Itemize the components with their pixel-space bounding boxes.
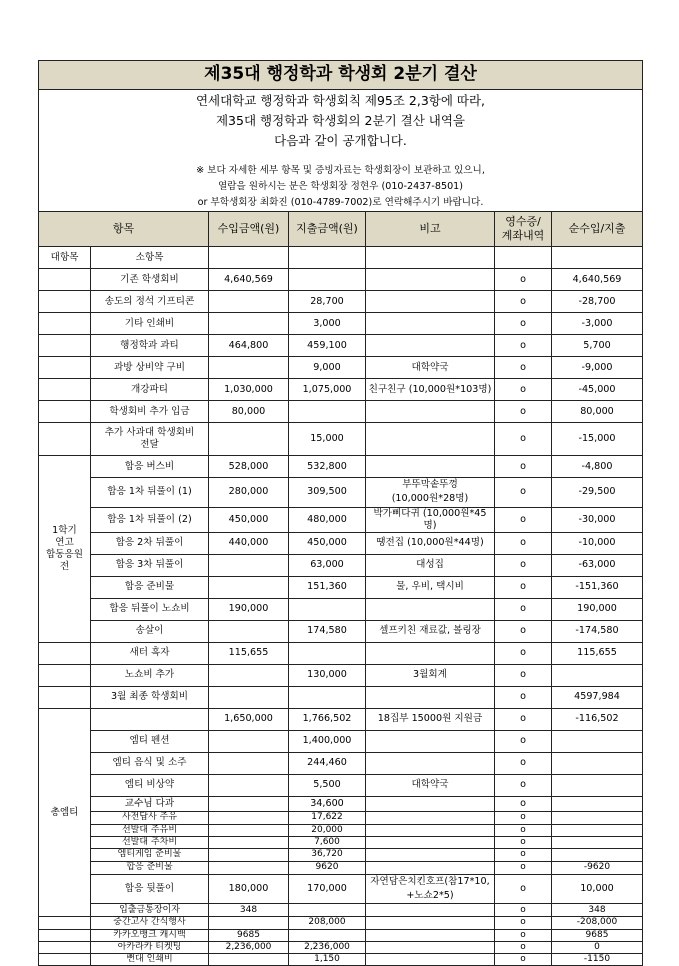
row-net: -15,000: [552, 423, 643, 456]
row-expense: 1,150: [289, 954, 366, 966]
table-row: [39, 507, 643, 532]
row-net: -28,700: [552, 291, 643, 313]
row-expense: [289, 401, 366, 423]
row-net: -116,502: [552, 708, 643, 730]
row-receipt: o: [495, 686, 552, 708]
row-net: [552, 824, 643, 836]
row-receipt: o: [495, 774, 552, 796]
row-income: [209, 576, 289, 598]
row-net: 115,655: [552, 642, 643, 664]
table-row: [39, 752, 643, 774]
table-row: [39, 874, 643, 904]
row-category: 아카라카 티켓팅: [91, 941, 209, 953]
row-note: [366, 335, 495, 357]
row-net: 190,000: [552, 598, 643, 620]
row-category: 엠티 음식 및 소주: [91, 752, 209, 774]
row-category: [91, 708, 209, 730]
table-row: [39, 478, 643, 508]
row-expense: 208,000: [289, 917, 366, 929]
row-receipt: o: [495, 401, 552, 423]
row-net: 10,000: [552, 874, 643, 904]
row-receipt: o: [495, 917, 552, 929]
row-expense: 1,075,000: [289, 379, 366, 401]
row-receipt: o: [495, 874, 552, 904]
row-receipt: o: [495, 954, 552, 966]
row-expense: 130,000: [289, 664, 366, 686]
intro-note-line: ※ 보다 자세한 세부 항목 및 증빙자료는 학생회장이 보관하고 있으니,: [196, 165, 485, 176]
row-note: [366, 917, 495, 929]
row-category: 합응 2차 뒤풀이: [91, 532, 209, 554]
table-row: [39, 917, 643, 929]
row-net: -29,500: [552, 478, 643, 508]
row-income: 115,655: [209, 642, 289, 664]
row-note: [366, 941, 495, 953]
row-income: [209, 291, 289, 313]
row-receipt: o: [495, 269, 552, 291]
row-major: [39, 291, 91, 313]
row-major: [39, 941, 91, 953]
row-note: 물, 우비, 택시비: [366, 576, 495, 598]
row-expense: 480,000: [289, 507, 366, 532]
row-net: [552, 730, 643, 752]
row-major: [39, 357, 91, 379]
table-header: [39, 212, 643, 247]
row-category: 뻔대 인쇄비: [91, 954, 209, 966]
row-receipt: o: [495, 379, 552, 401]
row-income: [209, 357, 289, 379]
row-expense: 7,600: [289, 837, 366, 849]
row-net: 9685: [552, 929, 643, 941]
table-row: [39, 929, 643, 941]
table-row: [39, 824, 643, 836]
header-item: 항목: [39, 212, 209, 247]
row-receipt: o: [495, 423, 552, 456]
row-category: 엠티 비상약: [91, 774, 209, 796]
row-expense: 170,000: [289, 874, 366, 904]
row-expense: [289, 598, 366, 620]
table-row: [39, 708, 643, 730]
table-row: [39, 642, 643, 664]
table-row: [39, 401, 643, 423]
row-net: -151,360: [552, 576, 643, 598]
row-note: [366, 423, 495, 456]
row-income: [209, 554, 289, 576]
row-major: [39, 401, 91, 423]
row-note: [366, 837, 495, 849]
row-income: 190,000: [209, 598, 289, 620]
table-row: [39, 686, 643, 708]
row-income: 464,800: [209, 335, 289, 357]
row-receipt: o: [495, 929, 552, 941]
group-label: 총엠티: [39, 708, 91, 917]
table-row: [39, 904, 643, 917]
row-expense: [289, 929, 366, 941]
header-net: 순수입/지출: [552, 212, 643, 247]
row-receipt: o: [495, 357, 552, 379]
row-receipt: o: [495, 941, 552, 953]
row-income: 450,000: [209, 507, 289, 532]
settlement-table: [38, 60, 643, 966]
row-major: [39, 423, 91, 456]
table-row: [39, 313, 643, 335]
row-major: [39, 686, 91, 708]
row-category: 선발대 주유비: [91, 824, 209, 836]
row-receipt: o: [495, 861, 552, 874]
table-row: [39, 423, 643, 456]
row-expense: [289, 269, 366, 291]
row-major: [39, 335, 91, 357]
table-row: [39, 598, 643, 620]
row-expense: [289, 642, 366, 664]
row-income: [209, 849, 289, 861]
row-expense: 2,236,000: [289, 941, 366, 953]
row-receipt: o: [495, 824, 552, 836]
row-category: 합응 뒤풀이 노쇼비: [91, 598, 209, 620]
header-income: 수입금액(원): [209, 212, 289, 247]
row-category: 기타 인쇄비: [91, 313, 209, 335]
row-note: 3월회계: [366, 664, 495, 686]
row-income: [209, 861, 289, 874]
row-note: [366, 861, 495, 874]
table-row: [39, 554, 643, 576]
row-expense: 3,000: [289, 313, 366, 335]
row-income: 2,236,000: [209, 941, 289, 953]
row-category: 합응 3차 뒤풀이: [91, 554, 209, 576]
row-income: 1,650,000: [209, 708, 289, 730]
row-net: [552, 774, 643, 796]
table-row: [39, 774, 643, 796]
row-net: 5,700: [552, 335, 643, 357]
intro-line: 제35대 행정학과 학생회의 2분기 결산 내역을: [215, 113, 465, 128]
row-net: -208,000: [552, 917, 643, 929]
row-income: [209, 774, 289, 796]
row-income: [209, 686, 289, 708]
row-income: [209, 664, 289, 686]
row-expense: 20,000: [289, 824, 366, 836]
row-major: [39, 269, 91, 291]
header-note: 비고: [366, 212, 495, 247]
row-receipt: o: [495, 598, 552, 620]
row-expense: 9,000: [289, 357, 366, 379]
row-category: 합응 1차 뒤풀이 (1): [91, 478, 209, 508]
row-category: 송도의 정석 기프티콘: [91, 291, 209, 313]
intro-line: 다음과 같이 공개합니다.: [274, 133, 407, 148]
row-category: 엠티 펜션: [91, 730, 209, 752]
row-net: -10,000: [552, 532, 643, 554]
row-expense: 151,360: [289, 576, 366, 598]
table-row: [39, 291, 643, 313]
row-income: 440,000: [209, 532, 289, 554]
row-net: -174,580: [552, 620, 643, 642]
row-income: 80,000: [209, 401, 289, 423]
row-receipt: o: [495, 532, 552, 554]
row-note: [366, 269, 495, 291]
row-receipt: o: [495, 478, 552, 508]
row-category: 입출금통장이자: [91, 904, 209, 917]
row-note: 셀프키친 재료값, 볼링장: [366, 620, 495, 642]
row-net: [552, 837, 643, 849]
row-expense: 36,720: [289, 849, 366, 861]
row-category: 합응 버스비: [91, 456, 209, 478]
row-category: 합응 준비물: [91, 861, 209, 874]
row-expense: 1,766,502: [289, 708, 366, 730]
row-category: 합응 뒷풀이: [91, 874, 209, 904]
group-label: 1학기 연고 합동응원 전: [39, 456, 91, 643]
row-note: 부뚜막솥뚜껑 (10,000원*28명): [366, 478, 495, 508]
header-expense: 지출금액(원): [289, 212, 366, 247]
row-note: [366, 824, 495, 836]
row-expense: 244,460: [289, 752, 366, 774]
row-note: [366, 401, 495, 423]
row-expense: 15,000: [289, 423, 366, 456]
row-note: 18집부 15000원 지원금: [366, 708, 495, 730]
table-row: [39, 849, 643, 861]
page-title: 제35대 행정학과 학생회 2분기 결산: [39, 61, 643, 90]
row-expense: 17,622: [289, 811, 366, 824]
row-receipt: o: [495, 730, 552, 752]
row-major: [39, 917, 91, 929]
intro-note-line: 열람을 원하시는 분은 학생회장 정현우 (010-2437-8501): [217, 181, 464, 192]
row-category: 개강파티: [91, 379, 209, 401]
row-category: 엠티게임 준비물: [91, 849, 209, 861]
row-net: -30,000: [552, 507, 643, 532]
row-receipt: o: [495, 576, 552, 598]
row-net: -45,000: [552, 379, 643, 401]
row-expense: 532,800: [289, 456, 366, 478]
row-receipt: o: [495, 837, 552, 849]
row-expense: 309,500: [289, 478, 366, 508]
row-receipt: o: [495, 313, 552, 335]
row-net: 4597,984: [552, 686, 643, 708]
row-category: 중간고사 간식행사: [91, 917, 209, 929]
row-note: [366, 929, 495, 941]
header-receipt: 영수증/ 계좌내역: [495, 212, 552, 247]
row-receipt: o: [495, 811, 552, 824]
row-category: 3월 최종 학생회비: [91, 686, 209, 708]
row-expense: 459,100: [289, 335, 366, 357]
table-row: [39, 357, 643, 379]
table-row: [39, 456, 643, 478]
row-income: [209, 824, 289, 836]
row-net: -63,000: [552, 554, 643, 576]
row-note: 대학약국: [366, 774, 495, 796]
table-row: [39, 576, 643, 598]
row-note: 박가삐다귀 (10,000원*45명): [366, 507, 495, 532]
row-note: 친구친구 (10,000원*103명): [366, 379, 495, 401]
row-note: [366, 752, 495, 774]
row-net: [552, 811, 643, 824]
row-receipt: o: [495, 291, 552, 313]
table-row: [39, 269, 643, 291]
row-income: 9685: [209, 929, 289, 941]
row-major: [39, 664, 91, 686]
row-net: 4,640,569: [552, 269, 643, 291]
row-income: [209, 423, 289, 456]
row-note: [366, 849, 495, 861]
row-income: 280,000: [209, 478, 289, 508]
row-net: -1150: [552, 954, 643, 966]
table-row: [39, 379, 643, 401]
row-expense: 1,400,000: [289, 730, 366, 752]
row-income: [209, 837, 289, 849]
row-note: [366, 456, 495, 478]
row-expense: 34,600: [289, 796, 366, 811]
row-income: 348: [209, 904, 289, 917]
row-income: [209, 811, 289, 824]
row-note: 대성집: [366, 554, 495, 576]
table-row: [39, 941, 643, 953]
table-row: [39, 796, 643, 811]
row-net: -3,000: [552, 313, 643, 335]
table-row: [39, 620, 643, 642]
table-row: [39, 837, 643, 849]
row-category: 합응 1차 뒤풀이 (2): [91, 507, 209, 532]
row-receipt: o: [495, 664, 552, 686]
row-receipt: o: [495, 620, 552, 642]
row-note: [366, 291, 495, 313]
row-expense: [289, 904, 366, 917]
row-receipt: o: [495, 335, 552, 357]
row-income: 528,000: [209, 456, 289, 478]
row-category: 추가 사과대 학생회비 전달: [91, 423, 209, 456]
subheader-row: [39, 247, 643, 269]
row-income: [209, 752, 289, 774]
row-category: 송살이: [91, 620, 209, 642]
row-note: [366, 686, 495, 708]
row-net: 80,000: [552, 401, 643, 423]
row-note: 땡전집 (10,000원*44명): [366, 532, 495, 554]
row-net: -9620: [552, 861, 643, 874]
row-category: 교수님 다과: [91, 796, 209, 811]
row-receipt: o: [495, 752, 552, 774]
row-expense: 174,580: [289, 620, 366, 642]
table-row: [39, 335, 643, 357]
row-category: 기존 학생회비: [91, 269, 209, 291]
row-receipt: o: [495, 849, 552, 861]
row-category: 행정학과 과티: [91, 335, 209, 357]
table-row: [39, 811, 643, 824]
row-receipt: o: [495, 904, 552, 917]
row-note: [366, 313, 495, 335]
intro-text: [39, 90, 642, 151]
row-expense: 9620: [289, 861, 366, 874]
row-income: [209, 313, 289, 335]
intro-note-line: or 부학생회장 최화진 (010-4789-7002)로 연락해주시기 바랍니다.: [197, 197, 484, 208]
row-income: 1,030,000: [209, 379, 289, 401]
row-receipt: o: [495, 456, 552, 478]
row-receipt: o: [495, 708, 552, 730]
row-income: [209, 730, 289, 752]
row-net: [552, 796, 643, 811]
row-note: 대학약국: [366, 357, 495, 379]
row-note: [366, 796, 495, 811]
row-note: [366, 730, 495, 752]
row-receipt: o: [495, 507, 552, 532]
row-note: [366, 598, 495, 620]
row-major: [39, 313, 91, 335]
row-net: -9,000: [552, 357, 643, 379]
row-receipt: o: [495, 796, 552, 811]
row-net: -4,800: [552, 456, 643, 478]
row-net: [552, 664, 643, 686]
row-net: 348: [552, 904, 643, 917]
row-category: 합응 준비물: [91, 576, 209, 598]
row-income: [209, 917, 289, 929]
row-note: [366, 811, 495, 824]
subheader-minor: 소항목: [91, 247, 209, 269]
intro-section: [39, 90, 643, 212]
row-category: 학생회비 추가 입금: [91, 401, 209, 423]
row-income: 180,000: [209, 874, 289, 904]
row-category: 새터 흑자: [91, 642, 209, 664]
row-income: [209, 620, 289, 642]
row-income: 4,640,569: [209, 269, 289, 291]
row-category: 카카오뱅크 캐시백: [91, 929, 209, 941]
row-expense: 28,700: [289, 291, 366, 313]
row-income: [209, 796, 289, 811]
table-row: [39, 532, 643, 554]
table-row: [39, 730, 643, 752]
row-note: [366, 642, 495, 664]
row-net: [552, 849, 643, 861]
subheader-major: 대항목: [39, 247, 91, 269]
row-net: 0: [552, 941, 643, 953]
row-receipt: o: [495, 554, 552, 576]
row-category: 노쇼비 추가: [91, 664, 209, 686]
row-category: 선발대 추차비: [91, 837, 209, 849]
row-note: 자연담은치킨호프(참17*10, +노쇼2*5): [366, 874, 495, 904]
intro-notes: [39, 163, 642, 211]
row-net: [552, 752, 643, 774]
intro-line: 연세대학교 행정학과 학생회칙 제95조 2,3항에 따라,: [195, 93, 486, 108]
table-row: [39, 664, 643, 686]
row-category: 과방 상비약 구비: [91, 357, 209, 379]
row-expense: 5,500: [289, 774, 366, 796]
row-major: [39, 929, 91, 941]
table-row: [39, 861, 643, 874]
row-receipt: o: [495, 642, 552, 664]
row-note: [366, 904, 495, 917]
row-expense: 450,000: [289, 532, 366, 554]
row-category: 사전답사 주유: [91, 811, 209, 824]
row-major: [39, 379, 91, 401]
row-expense: 63,000: [289, 554, 366, 576]
row-major: [39, 642, 91, 664]
settlement-document: [38, 60, 642, 966]
row-expense: [289, 686, 366, 708]
